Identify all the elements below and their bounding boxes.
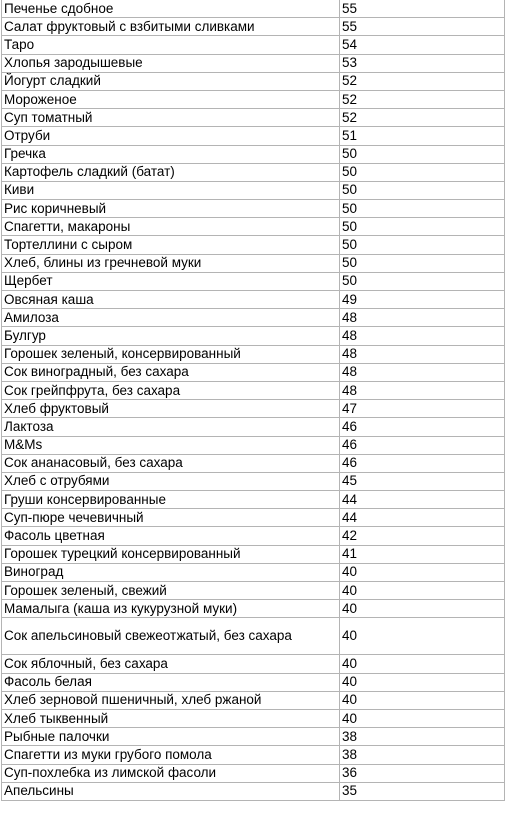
table-row	[2, 582, 505, 600]
table-row	[2, 764, 505, 782]
food-name-cell: Горошек зеленый, консервированный	[2, 345, 340, 363]
table-row	[2, 327, 505, 345]
food-name-cell: Горошек турецкий консервированный	[2, 545, 340, 563]
table-row	[2, 673, 505, 691]
table-row	[2, 418, 505, 436]
table-row	[2, 527, 505, 545]
table-row	[2, 618, 505, 655]
table-row	[2, 400, 505, 418]
glycemic-index-cell: 48	[340, 363, 505, 381]
table-row	[2, 272, 505, 290]
food-name-cell: Йогурт сладкий	[2, 72, 340, 90]
table-row	[2, 509, 505, 527]
table-row	[2, 782, 505, 800]
food-name-cell: Хлеб фруктовый	[2, 400, 340, 418]
food-name-cell: Фасоль белая	[2, 673, 340, 691]
table-row	[2, 363, 505, 381]
glycemic-index-cell: 40	[340, 600, 505, 618]
glycemic-index-cell: 48	[340, 345, 505, 363]
food-name-cell: Сок грейпфрута, без сахара	[2, 381, 340, 399]
food-name-cell: Овсяная каша	[2, 291, 340, 309]
food-name-cell: M&Ms	[2, 436, 340, 454]
food-name-cell: Апельсины	[2, 782, 340, 800]
food-name-cell: Спагетти, макароны	[2, 218, 340, 236]
glycemic-index-cell: 52	[340, 72, 505, 90]
glycemic-index-cell: 46	[340, 418, 505, 436]
food-name-cell: Отруби	[2, 127, 340, 145]
food-name-cell: Гречка	[2, 145, 340, 163]
food-name-cell: Киви	[2, 181, 340, 199]
table-row	[2, 345, 505, 363]
glycemic-index-cell: 45	[340, 472, 505, 490]
food-name-cell: Груши консервированные	[2, 491, 340, 509]
food-name-cell: Мороженое	[2, 90, 340, 108]
glycemic-index-cell: 42	[340, 527, 505, 545]
glycemic-index-cell: 40	[340, 655, 505, 673]
food-name-cell: Сок яблочный, без сахара	[2, 655, 340, 673]
glycemic-index-cell: 50	[340, 272, 505, 290]
table-row	[2, 709, 505, 727]
glycemic-index-cell: 46	[340, 436, 505, 454]
glycemic-index-cell: 50	[340, 181, 505, 199]
table-row	[2, 236, 505, 254]
food-name-cell: Горошек зеленый, свежий	[2, 582, 340, 600]
table-row	[2, 491, 505, 509]
glycemic-index-cell: 40	[340, 691, 505, 709]
food-name-cell: Сок ананасовый, без сахара	[2, 454, 340, 472]
glycemic-index-cell: 50	[340, 218, 505, 236]
food-name-cell: Рыбные палочки	[2, 728, 340, 746]
table-row	[2, 109, 505, 127]
glycemic-index-cell: 36	[340, 764, 505, 782]
glycemic-index-cell: 48	[340, 327, 505, 345]
glycemic-index-cell: 46	[340, 454, 505, 472]
food-name-cell: Спагетти из муки грубого помола	[2, 746, 340, 764]
food-name-cell: Булгур	[2, 327, 340, 345]
glycemic-index-cell: 50	[340, 163, 505, 181]
glycemic-index-cell: 47	[340, 400, 505, 418]
table-row	[2, 54, 505, 72]
table-row	[2, 200, 505, 218]
glycemic-index-cell: 38	[340, 728, 505, 746]
food-name-cell: Виноград	[2, 563, 340, 581]
glycemic-index-cell: 50	[340, 254, 505, 272]
table-row	[2, 181, 505, 199]
glycemic-index-cell: 50	[340, 200, 505, 218]
food-name-cell: Картофель сладкий (батат)	[2, 163, 340, 181]
food-name-cell: Суп-пюре чечевичный	[2, 509, 340, 527]
glycemic-index-cell: 55	[340, 0, 505, 18]
table-row	[2, 145, 505, 163]
food-name-cell: Мамалыга (каша из кукурузной муки)	[2, 600, 340, 618]
glycemic-index-cell: 40	[340, 618, 505, 655]
glycemic-index-cell: 52	[340, 90, 505, 108]
food-name-cell: Салат фруктовый с взбитыми сливками	[2, 18, 340, 36]
glycemic-index-cell: 40	[340, 709, 505, 727]
table-row	[2, 309, 505, 327]
glycemic-index-cell: 51	[340, 127, 505, 145]
glycemic-index-cell: 44	[340, 509, 505, 527]
table-row	[2, 218, 505, 236]
table-body	[2, 0, 505, 800]
glycemic-index-cell: 38	[340, 746, 505, 764]
glycemic-index-table	[1, 0, 505, 801]
glycemic-index-cell: 53	[340, 54, 505, 72]
glycemic-index-cell: 40	[340, 582, 505, 600]
table-row	[2, 545, 505, 563]
glycemic-index-cell: 52	[340, 109, 505, 127]
table-row	[2, 454, 505, 472]
food-name-cell: Амилоза	[2, 309, 340, 327]
food-name-cell: Хлеб, блины из гречневой муки	[2, 254, 340, 272]
food-name-cell: Суп-похлебка из лимской фасоли	[2, 764, 340, 782]
food-name-cell: Фасоль цветная	[2, 527, 340, 545]
glycemic-index-cell: 48	[340, 309, 505, 327]
glycemic-index-cell: 55	[340, 18, 505, 36]
table-row	[2, 436, 505, 454]
glycemic-index-cell: 40	[340, 673, 505, 691]
table-row	[2, 163, 505, 181]
table-row	[2, 728, 505, 746]
glycemic-index-cell: 48	[340, 381, 505, 399]
table-row	[2, 381, 505, 399]
glycemic-index-cell: 40	[340, 563, 505, 581]
food-name-cell: Суп томатный	[2, 109, 340, 127]
food-name-cell: Лактоза	[2, 418, 340, 436]
food-name-cell: Щербет	[2, 272, 340, 290]
food-name-cell: Хлеб зерновой пшеничный, хлеб ржаной	[2, 691, 340, 709]
table-row	[2, 0, 505, 18]
table-row	[2, 472, 505, 490]
table-row	[2, 18, 505, 36]
food-name-cell: Хлеб с отрубями	[2, 472, 340, 490]
glycemic-index-cell: 54	[340, 36, 505, 54]
table-row	[2, 36, 505, 54]
glycemic-index-cell: 49	[340, 291, 505, 309]
table-row	[2, 72, 505, 90]
table-row	[2, 600, 505, 618]
table-row	[2, 746, 505, 764]
table-row	[2, 691, 505, 709]
table-row	[2, 127, 505, 145]
glycemic-index-cell: 50	[340, 145, 505, 163]
food-name-cell: Печенье сдобное	[2, 0, 340, 18]
glycemic-index-cell: 35	[340, 782, 505, 800]
food-name-cell: Хлопья зародышевые	[2, 54, 340, 72]
glycemic-index-cell: 41	[340, 545, 505, 563]
table-row	[2, 90, 505, 108]
food-name-cell: Таро	[2, 36, 340, 54]
table-row	[2, 655, 505, 673]
food-name-cell: Рис коричневый	[2, 200, 340, 218]
food-name-cell: Хлеб тыквенный	[2, 709, 340, 727]
table-row	[2, 291, 505, 309]
food-name-cell: Сок апельсиновый свежеотжатый, без сахара	[2, 618, 340, 655]
table-row	[2, 563, 505, 581]
glycemic-index-cell: 44	[340, 491, 505, 509]
glycemic-index-cell: 50	[340, 236, 505, 254]
table-row	[2, 254, 505, 272]
food-name-cell: Тортеллини с сыром	[2, 236, 340, 254]
food-name-cell: Сок виноградный, без сахара	[2, 363, 340, 381]
